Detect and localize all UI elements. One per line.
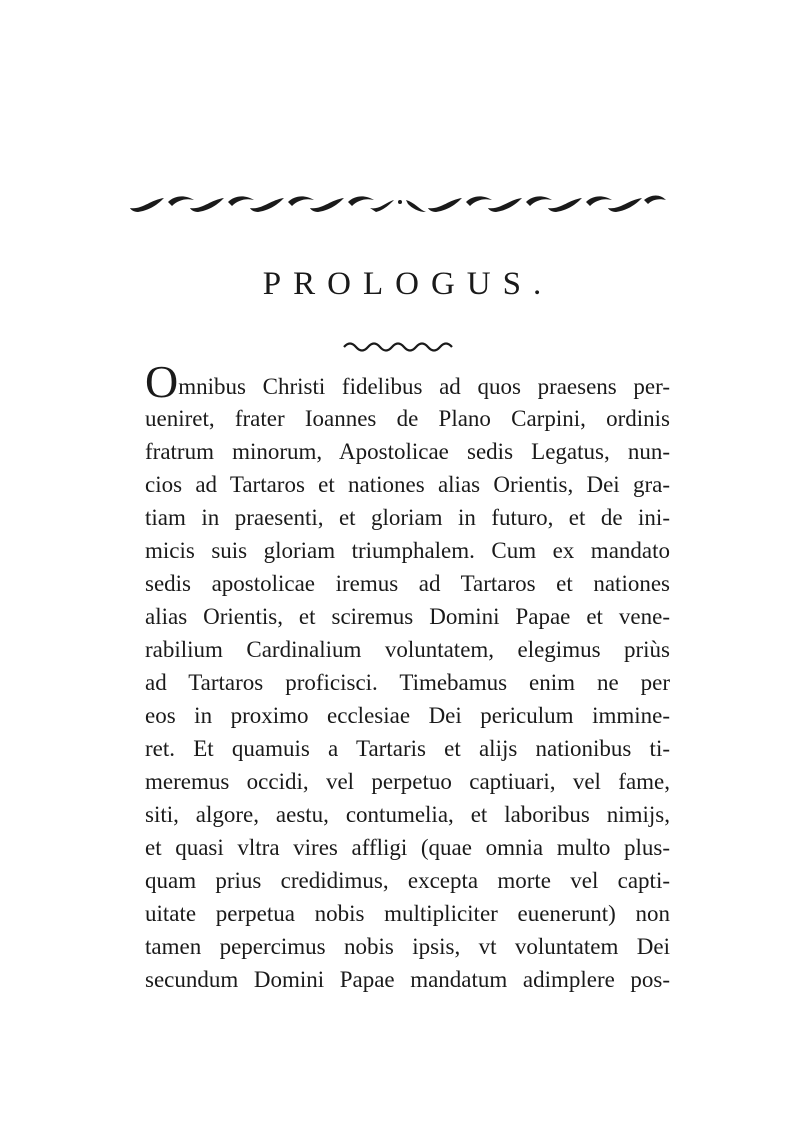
- text-line: rabilium Cardinalium voluntatem, elegimus priùs: [145, 637, 670, 662]
- text-line: siti, algore, aestu, contumelia, et laboribus nimijs,: [145, 802, 670, 827]
- text-line: ueniret, frater Ioannes de Plano Carpini, ordinis: [145, 406, 670, 431]
- initial-letter: O: [145, 356, 179, 407]
- text-line: sedis apostolicae iremus ad Tartaros et nationes: [145, 571, 670, 596]
- first-line-text: mnibus Christi fidelibus ad quos praesens per-: [178, 374, 670, 399]
- chapter-title: PROLOGUS.: [262, 266, 554, 302]
- wave-ornament-icon: [128, 188, 668, 214]
- text-line: secundum Domini Papae mandatum adimplere pos-: [145, 967, 670, 992]
- text-line: uitate perpetua nobis multipliciter euenerunt) non: [145, 901, 670, 926]
- text-line: quam prius credidimus, excepta morte vel capti-: [145, 868, 670, 893]
- text-line: [145, 356, 670, 407]
- text-line: tiam in praesenti, et gloriam in futuro, et de ini-: [145, 505, 670, 530]
- text-line: cios ad Tartaros et nationes alias Orientis, Dei gra-: [145, 472, 670, 497]
- text-line: ad Tartaros proficisci. Timebamus enim ne per: [145, 670, 670, 695]
- text-line: et quasi vltra vires affligi (quae omnia multo plus-: [145, 835, 670, 860]
- prologue-text: [145, 356, 670, 996]
- text-line: alias Orientis, et sciremus Domini Papae et vene-: [145, 604, 670, 629]
- text-line: tamen pepercimus nobis ipsis, vt voluntatem Dei: [145, 934, 670, 959]
- text-line: fratrum minorum, Apostolicae sedis Legatus, nun-: [145, 439, 670, 464]
- text-line: ret. Et quamuis a Tartaris et alijs nationibus ti-: [145, 736, 670, 761]
- small-wave-ornament-icon: [342, 338, 458, 352]
- text-line: micis suis gloriam triumphalem. Cum ex mandato: [145, 538, 670, 563]
- text-line: meremus occidi, vel perpetuo captiuari, vel fame,: [145, 769, 670, 794]
- text-line: eos in proximo ecclesiae Dei periculum immine-: [145, 703, 670, 728]
